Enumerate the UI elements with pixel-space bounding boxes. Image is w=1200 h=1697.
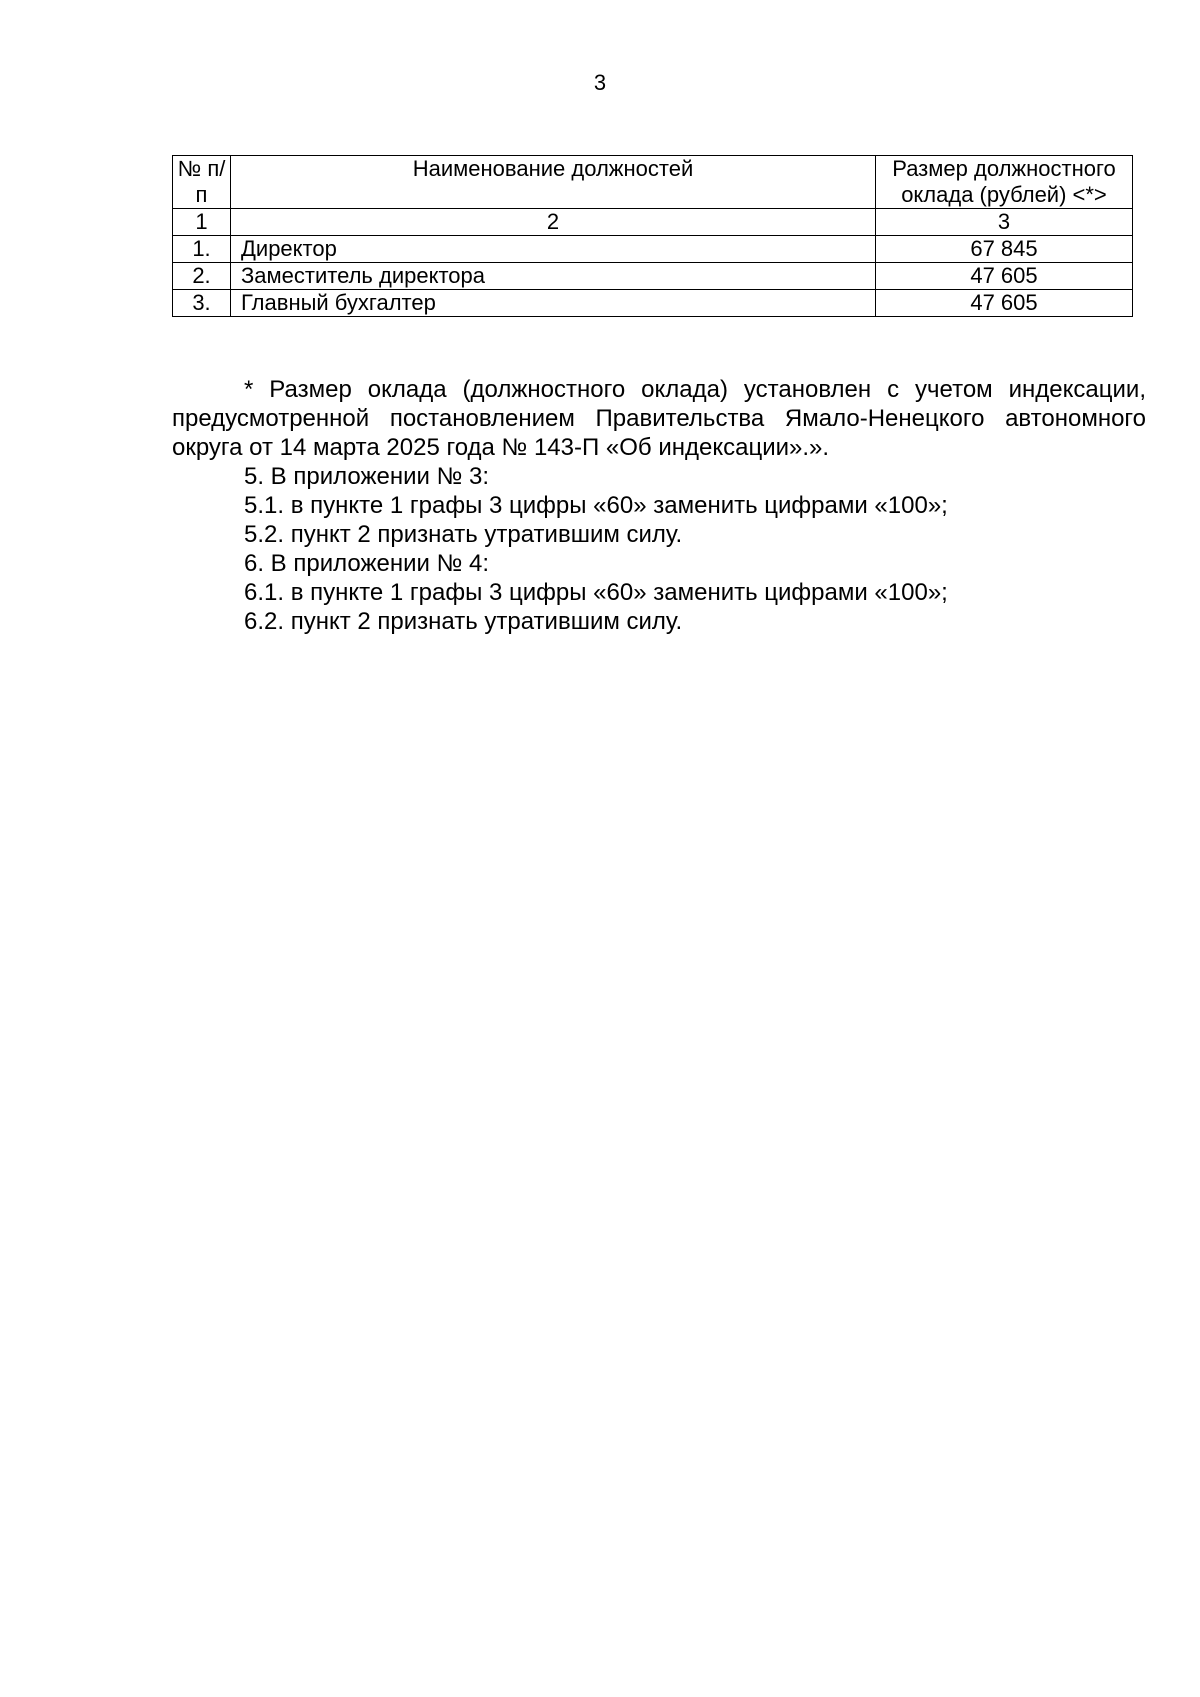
footnote-paragraph: * Размер оклада (должностного оклада) установлен с учетом индексации, предусмотренной постановлением Правительства Ямало-Ненецкого автономного округа от 14 марта 2025 года № 143-П «Об индексации».». <box>172 376 1146 461</box>
list-item: 5.2. пункт 2 признать утратившим силу. <box>244 521 683 548</box>
row-salary: 67 845 <box>876 236 1133 263</box>
header-name: Наименование должностей <box>231 156 876 209</box>
body-text <box>172 375 1146 636</box>
column-number-2: 2 <box>231 209 876 236</box>
row-num: 2. <box>173 263 231 290</box>
column-number-3: 3 <box>876 209 1133 236</box>
row-position-name: Заместитель директора <box>231 263 876 290</box>
positions-salary-table <box>172 155 1133 317</box>
header-num: № п/п <box>173 156 231 209</box>
list-item: 6.2. пункт 2 признать утратившим силу. <box>244 608 683 635</box>
row-salary: 47 605 <box>876 290 1133 317</box>
table-row <box>173 290 1133 317</box>
table-row <box>173 263 1133 290</box>
list-item: 5. В приложении № 3: <box>244 463 490 490</box>
row-salary: 47 605 <box>876 263 1133 290</box>
row-position-name: Директор <box>231 236 876 263</box>
row-position-name: Главный бухгалтер <box>231 290 876 317</box>
column-number-1: 1 <box>173 209 231 236</box>
list-item: 6.1. в пункте 1 графы 3 цифры «60» заменить цифрами «100»; <box>244 579 948 606</box>
table-row <box>173 236 1133 263</box>
row-num: 1. <box>173 236 231 263</box>
table-header-row <box>173 156 1133 209</box>
table-column-numbers-row <box>173 209 1133 236</box>
list-item: 5.1. в пункте 1 графы 3 цифры «60» заменить цифрами «100»; <box>244 492 948 519</box>
page-number: 3 <box>593 70 607 95</box>
header-salary: Размер должностного оклада (рублей) <*> <box>876 156 1133 209</box>
list-item: 6. В приложении № 4: <box>244 550 490 577</box>
row-num: 3. <box>173 290 231 317</box>
